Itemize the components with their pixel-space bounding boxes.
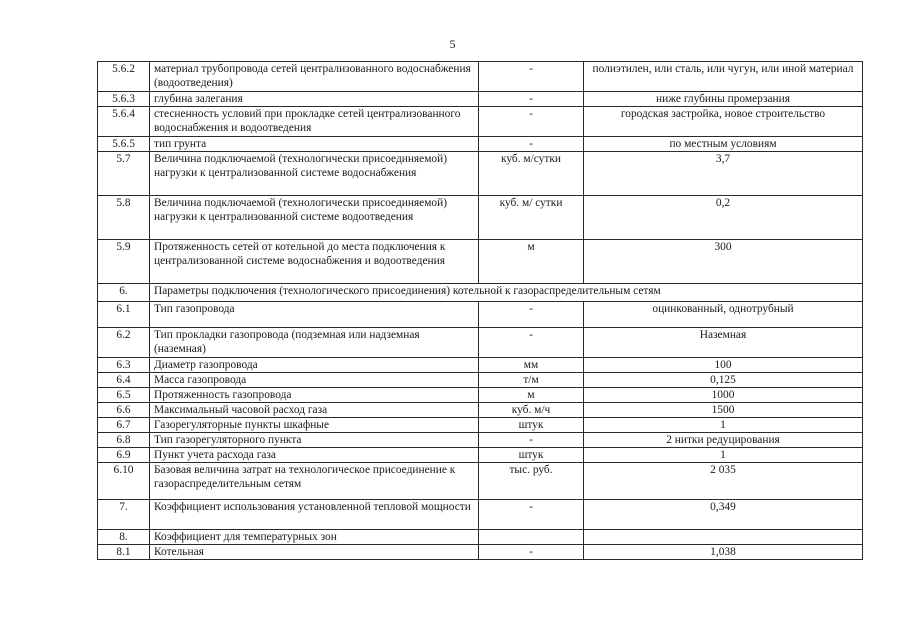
row-name: Протяженность сетей от котельной до места подключения к централизованной системе водоснабжения и водоотведения bbox=[150, 240, 479, 284]
row-name: Коэффициент для температурных зон bbox=[150, 530, 479, 545]
row-number: 5.6.5 bbox=[98, 137, 150, 152]
row-value: 2 нитки редуцирования bbox=[584, 433, 863, 448]
row-value: 2 035 bbox=[584, 463, 863, 500]
row-name: Тип прокладки газопровода (подземная или надземная (наземная) bbox=[150, 328, 479, 358]
row-unit: - bbox=[479, 500, 584, 530]
row-unit: штук bbox=[479, 418, 584, 433]
row-number: 5.8 bbox=[98, 196, 150, 240]
table-row bbox=[98, 62, 863, 92]
table-row bbox=[98, 448, 863, 463]
row-unit bbox=[479, 530, 584, 545]
row-unit: т/м bbox=[479, 373, 584, 388]
table-row bbox=[98, 302, 863, 328]
row-unit: куб. м/сутки bbox=[479, 152, 584, 196]
row-name: Базовая величина затрат на технологическое присоединение к газораспределительным сетям bbox=[150, 463, 479, 500]
row-unit: - bbox=[479, 433, 584, 448]
row-unit: м bbox=[479, 388, 584, 403]
row-unit: куб. м/ч bbox=[479, 403, 584, 418]
row-name: Величина подключаемой (технологически присоединяемой) нагрузки к централизованной системе водоснабжения bbox=[150, 152, 479, 196]
row-value: 1000 bbox=[584, 388, 863, 403]
table-row bbox=[98, 240, 863, 284]
row-value: 1500 bbox=[584, 403, 863, 418]
row-name: Тип газопровода bbox=[150, 302, 479, 328]
row-name: Максимальный часовой расход газа bbox=[150, 403, 479, 418]
row-number: 6.4 bbox=[98, 373, 150, 388]
row-name: Диаметр газопровода bbox=[150, 358, 479, 373]
table-row bbox=[98, 107, 863, 137]
row-name: тип грунта bbox=[150, 137, 479, 152]
row-unit: - bbox=[479, 545, 584, 560]
row-value: 0,125 bbox=[584, 373, 863, 388]
row-name: Коэффициент использования установленной тепловой мощности bbox=[150, 500, 479, 530]
row-name: Котельная bbox=[150, 545, 479, 560]
row-value: 0,2 bbox=[584, 196, 863, 240]
table-row bbox=[98, 137, 863, 152]
row-value: 0,349 bbox=[584, 500, 863, 530]
row-unit: штук bbox=[479, 448, 584, 463]
row-value: 1,038 bbox=[584, 545, 863, 560]
table-row bbox=[98, 92, 863, 107]
row-number: 6.10 bbox=[98, 463, 150, 500]
table-row bbox=[98, 545, 863, 560]
section-number: 6. bbox=[98, 284, 150, 302]
row-number: 6.3 bbox=[98, 358, 150, 373]
parameters-table bbox=[97, 61, 863, 560]
table-row bbox=[98, 403, 863, 418]
row-number: 5.6.2 bbox=[98, 62, 150, 92]
row-number: 7. bbox=[98, 500, 150, 530]
table-row bbox=[98, 373, 863, 388]
row-value: 3,7 bbox=[584, 152, 863, 196]
row-value: ниже глубины промерзания bbox=[584, 92, 863, 107]
row-number: 6.2 bbox=[98, 328, 150, 358]
table-row bbox=[98, 530, 863, 545]
row-number: 6.8 bbox=[98, 433, 150, 448]
row-unit: - bbox=[479, 62, 584, 92]
row-value: городская застройка, новое строительство bbox=[584, 107, 863, 137]
row-name: Тип газорегуляторного пункта bbox=[150, 433, 479, 448]
row-unit: куб. м/ сутки bbox=[479, 196, 584, 240]
row-unit: м bbox=[479, 240, 584, 284]
row-number: 6.1 bbox=[98, 302, 150, 328]
row-name: глубина залегания bbox=[150, 92, 479, 107]
table-row bbox=[98, 418, 863, 433]
row-number: 6.9 bbox=[98, 448, 150, 463]
row-name: стесненность условий при прокладке сетей централизованного водоснабжения и водоотведения bbox=[150, 107, 479, 137]
row-value: 100 bbox=[584, 358, 863, 373]
table-row bbox=[98, 196, 863, 240]
row-name: материал трубопровода сетей централизованного водоснабжения (водоотведения) bbox=[150, 62, 479, 92]
table-row bbox=[98, 328, 863, 358]
table-row bbox=[98, 500, 863, 530]
page-number: 5 bbox=[449, 37, 456, 51]
row-number: 6.7 bbox=[98, 418, 150, 433]
row-value bbox=[584, 530, 863, 545]
row-unit: тыс. руб. bbox=[479, 463, 584, 500]
row-number: 5.6.4 bbox=[98, 107, 150, 137]
row-number: 5.7 bbox=[98, 152, 150, 196]
row-name: Величина подключаемой (технологически присоединяемой) нагрузки к централизованной системе водоотведения bbox=[150, 196, 479, 240]
table-row bbox=[98, 358, 863, 373]
row-number: 8. bbox=[98, 530, 150, 545]
row-name: Пункт учета расхода газа bbox=[150, 448, 479, 463]
row-value: 1 bbox=[584, 448, 863, 463]
section-title: Параметры подключения (технологического присоединения) котельной к газораспределительным сетям bbox=[150, 284, 863, 302]
row-unit: мм bbox=[479, 358, 584, 373]
row-name: Масса газопровода bbox=[150, 373, 479, 388]
row-name: Газорегуляторные пункты шкафные bbox=[150, 418, 479, 433]
row-unit: - bbox=[479, 302, 584, 328]
row-unit: - bbox=[479, 328, 584, 358]
row-unit: - bbox=[479, 92, 584, 107]
table-row bbox=[98, 152, 863, 196]
row-unit: - bbox=[479, 137, 584, 152]
table-row bbox=[98, 388, 863, 403]
row-name: Протяженность газопровода bbox=[150, 388, 479, 403]
row-number: 6.5 bbox=[98, 388, 150, 403]
table-row bbox=[98, 463, 863, 500]
table-section-row bbox=[98, 284, 863, 302]
row-value: Наземная bbox=[584, 328, 863, 358]
row-value: по местным условиям bbox=[584, 137, 863, 152]
row-value: 300 bbox=[584, 240, 863, 284]
table-row bbox=[98, 433, 863, 448]
row-number: 6.6 bbox=[98, 403, 150, 418]
row-value: оцинкованный, однотрубный bbox=[584, 302, 863, 328]
row-number: 5.9 bbox=[98, 240, 150, 284]
row-value: полиэтилен, или сталь, или чугун, или иной материал bbox=[584, 62, 863, 92]
row-unit: - bbox=[479, 107, 584, 137]
row-value: 1 bbox=[584, 418, 863, 433]
row-number: 5.6.3 bbox=[98, 92, 150, 107]
row-number: 8.1 bbox=[98, 545, 150, 560]
